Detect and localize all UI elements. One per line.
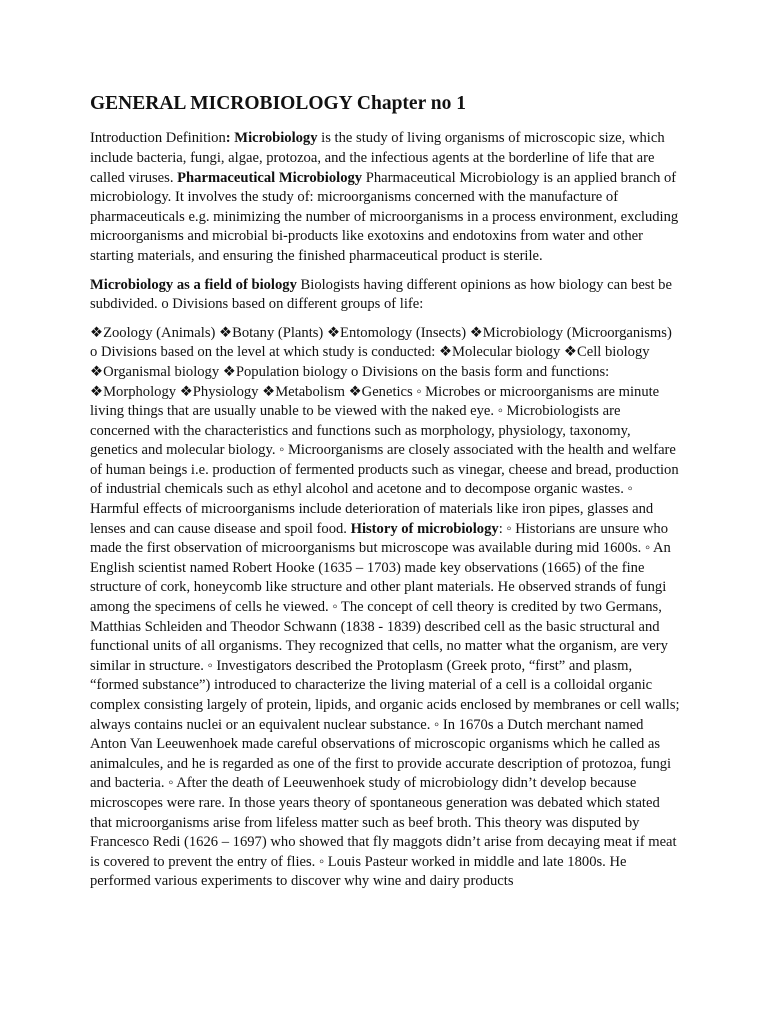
field-of-biology-heading: Microbiology as a field of biology xyxy=(90,276,297,293)
field-of-biology-text: Biologists having different opinions as how biology can best be subdivided. o Divisions based on different groups of life: xyxy=(90,276,672,313)
intro-label: Introduction Definition xyxy=(90,130,226,147)
pharmaceutical-microbiology-term: Pharmaceutical Microbiology xyxy=(177,169,363,186)
intro-text: is the study of living organisms of microscopic size, which include bacteria, fungi, algae, protozoa, and the infectious agents at the borderline of life that are called viruses. xyxy=(90,130,665,186)
divisions-text: ❖Zoology (Animals) ❖Botany (Plants) ❖Entomology (Insects) ❖Microbiology (Microorganisms) o Divisions based on the level at which study is conducted: ❖Molecular biology ❖Cell biology ❖Organismal biology ❖Population biology o Divisions on the basis form and functions: ❖Morphology ❖Physiology ❖Metabolism ❖Genetics ◦ Microbes or microorganisms are minute living things that are usually unable to be viewed with the naked eye. ◦ Microbiologists are concerned with the characteristics and functions such as morphology, physiology, taxonomy, genetics and molecular biology. ◦ Microorganisms are closely associated with the health and welfare of human beings i.e. production of fermented products such as vinegar, cheese and bread, production of industrial chemicals such as ethyl alcohol and acetone and to decompose organic wastes. ◦ Harmful effects of microorganisms include deterioration of materials like iron pipes, glasses and lenses and can cause disease and spoil food. xyxy=(90,324,679,537)
history-text: : ◦ Historians are unsure who made the first observation of microorganisms but microscope was available during mid 1600s. ◦ An English scientist named Robert Hooke (1635 – 1703) made key observations (1665) of the fine structure of cork, honeycomb like structure and other plant materials. He observed strands of fungi among the specimens of cells he viewed. ◦ The concept of cell theory is credited by two Germans, Matthias Schleiden and Theodor Schwann (1838 - 1839) described cell as the basic structural and functional units of all organisms. They recognized that cells, no matter what the organism, are very similar in structure. ◦ Investigators described the Protoplasm (Greek proto, “first” and plasm, “formed substance”) introduced to characterize the living material of a cell is a colloidal organic complex consisting largely of protein, lipids, and organic acids enclosed by membranes or cell walls; always contains nuclei or an equivalent nuclear substance. ◦ In 1670s a Dutch merchant named Anton Van Leeuwenhoek made careful observations of microscopic organisms which he called as animalcules, and he is regarded as one of the first to provide accurate description of protozoa, fungi and bacteria. ◦ After the death of Leeuwenhoek study of microbiology didn’t develop because microscopes were rare. In those years theory of spontaneous generation was debated which stated that microorganisms arise from lifeless matter such as beef broth. This theory was disputed by Francesco Redi (1626 – 1697) who showed that fly maggots didn’t arise from decaying meat if meat is covered to prevent the entry of flies. ◦ Louis Pasteur worked in middle and late 1800s. He performed various experiments to discover why wine and dairy products xyxy=(90,520,680,890)
intro-colon: : xyxy=(225,130,235,147)
microbiology-term: Microbiology xyxy=(234,130,318,147)
page-title: GENERAL MICROBIOLOGY Chapter no 1 xyxy=(90,93,466,114)
document-page xyxy=(90,92,682,901)
divisions-history-paragraph xyxy=(90,324,682,892)
introduction-paragraph xyxy=(90,129,682,266)
pharma-text: Pharmaceutical Microbiology is an applied branch of microbiology. It involves the study of: microorganisms concerned with the manufacture of pharmaceuticals e.g. minimizing the number of microorganisms in a process environment, excluding microorganisms and microbial bi-products like exotoxins and endotoxins from water and other starting materials, and ensuring the finished pharmaceutical product is sterile. xyxy=(90,169,679,264)
history-of-microbiology-term: History of microbiology xyxy=(350,520,499,537)
field-of-biology-paragraph xyxy=(90,276,682,315)
